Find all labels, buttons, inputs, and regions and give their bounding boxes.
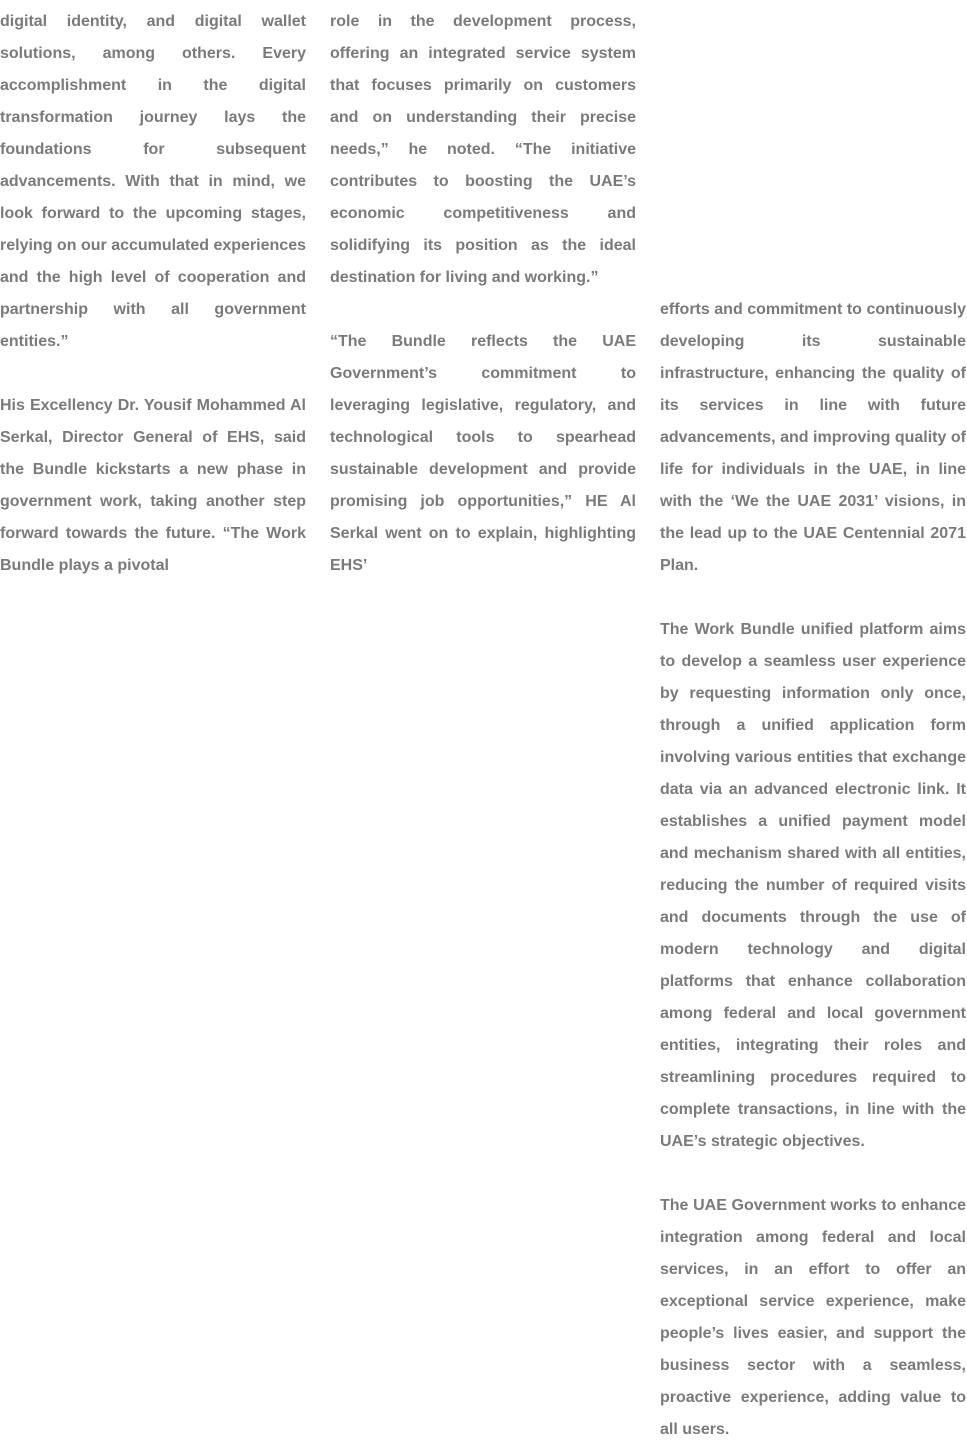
paragraph: “The Bundle reflects the UAE Government’s commitment to leveraging legislative, regulatory, and technological tools to spearhead sustainable development and provide promising job opportunities,” HE Al Serkal went on to explain, highlighting EHS’ [330,333,636,574]
article-column-2 [330,6,636,582]
article-column-1 [0,6,306,582]
article-column-3 [660,294,966,1446]
paragraph: The UAE Government works to enhance integration among federal and local services, in an effort to offer an exceptional service experience, make people’s lives easier, and support the business sector with a seamless, proactive experience, adding value to all users. [660,1197,966,1438]
paragraph: efforts and commitment to continuously developing its sustainable infrastructure, enhancing the quality of its services in line with future advancements, and improving quality of life for individuals in the UAE, in line with the ‘We the UAE 2031’ visions, in the lead up to the UAE Centennial 2071 Plan. [660,301,966,574]
paragraph: digital identity, and digital wallet solutions, among others. Every accomplishment in the digital transformation journey lays the foundations for subsequent advancements. With that in mind, we look forward to the upcoming stages, relying on our accumulated experiences and the high level of cooperation and partnership with all government entities.” [0,13,306,350]
paragraph: role in the development process, offering an integrated service system that focuses primarily on customers and on understanding their precise needs,” he noted. “The initiative contributes to boosting the UAE’s economic competitiveness and solidifying its position as the ideal destination for living and working.” [330,13,636,286]
paragraph: His Excellency Dr. Yousif Mohammed Al Serkal, Director General of EHS, said the Bundle kickstarts a new phase in government work, taking another step forward towards the future. “The Work Bundle plays a pivotal [0,397,306,574]
paragraph: The Work Bundle unified platform aims to develop a seamless user experience by requesting information only once, through a unified application form involving various entities that exchange data via an advanced electronic link. It establishes a unified payment model and mechanism shared with all entities, reducing the number of required visits and documents through the use of modern technology and digital platforms that enhance collaboration among federal and local government entities, integrating their roles and streamlining procedures required to complete transactions, in line with the UAE’s strategic objectives. [660,621,966,1150]
